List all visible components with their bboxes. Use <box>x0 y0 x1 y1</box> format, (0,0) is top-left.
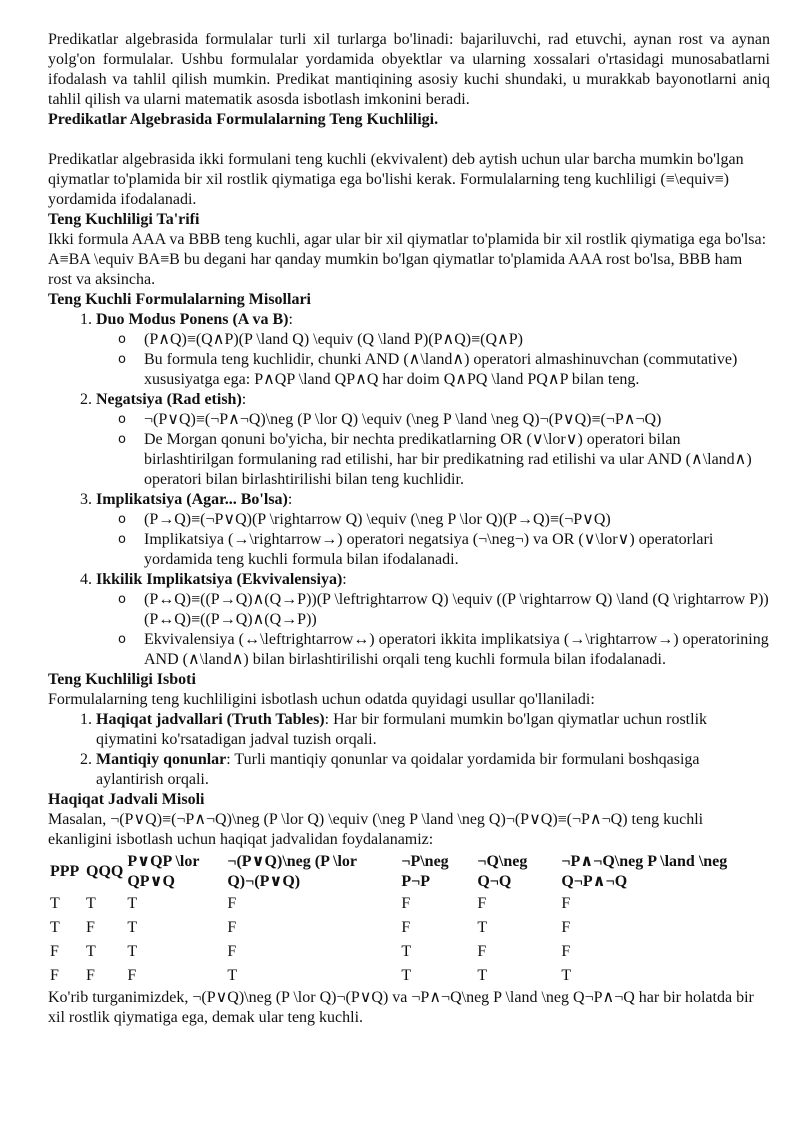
definition-paragraph: Ikki formula AAA va BBB teng kuchli, agar ular bir xil qiymatlar to'plamida bir xil rostlik qiymatiga ega bo'lsa: A≡BA \equiv BA≡B bu degani har qanday mumkin bo'lgan qiymatlar to'plamida AAA rost bo'lsa, BBB ham rost va aksincha. <box>48 231 767 288</box>
example-formula: o (P∧Q)≡(Q∧P)(P \land Q) \equiv (Q \land P)(P∧Q)≡(Q∧P) <box>144 330 770 350</box>
truth-cell: F <box>86 919 95 936</box>
proof-heading: Teng Kuchliligi Isboti <box>48 671 196 688</box>
truth-cell: F <box>50 943 59 960</box>
example-explanation: o Implikatsiya (→\rightarrow→) operatori negatsiya (¬\neg¬) va OR (∨\lor∨) operatorlari yordamida teng kuchli formula bilan ifodalanadi. <box>144 530 770 570</box>
truth-cell: F <box>477 895 487 912</box>
proof-method-title: Haqiqat jadvallari (Truth Tables) <box>96 711 325 728</box>
example-explanation: o Bu formula teng kuchlidir, chunki AND (∧\land∧) operatori almashinuvchan (commutative) xususiyatga ega: P∧QP \land QP∧Q har doim Q∧PQ \land PQ∧P bilan teng. <box>144 350 770 390</box>
truth-header-cell: ¬P\neg P¬P <box>401 853 449 890</box>
truth-cell: T <box>561 967 572 984</box>
example-item: 2. Negatsiya (Rad etish): o ¬(P∨Q)≡(¬P∧¬Q)\neg (P \lor Q) \equiv (\neg P \land \neg Q)¬(P∨Q)≡(¬P∧¬Q) o De Morgan qonuni bo'yicha, bir nechta predikatlarning OR (∨\lor∨) operatori bilan birlashtirilgan formulaning rad etilishi, har bir predikatning rad etilishi va ular AND (∧\land∧) operatori bilan birlashtirilishi bilan teng kuchlidir. <box>96 390 770 490</box>
truth-table-row <box>48 916 763 940</box>
proof-intro: Formulalarning teng kuchliligini isbotlash uchun odatda quyidagi usullar qo'llaniladi: <box>48 691 595 708</box>
example-title: Ikkilik Implikatsiya (Ekvivalensiya) <box>96 571 343 588</box>
proof-method-item <box>96 710 770 750</box>
proof-method-item <box>96 750 770 790</box>
proof-method-text: : Har bir formulani mumkin bo'lgan qiymatlar uchun rostlik qiymatini ko'rsatadigan jadval tuzish orqali. <box>96 711 708 748</box>
truth-table <box>48 852 763 988</box>
truth-cell: F <box>86 967 95 984</box>
truth-cell: T <box>401 943 412 960</box>
equivalence-paragraph: Predikatlar algebrasida ikki formulani teng kuchli (ekvivalent) deb aytish uchun ular barcha mumkin bo'lgan qiymatlar to'plamida bir xil rostlik qiymatiga ega bo'lishi kerak. Formulalarning teng kuchliligi (≡\equiv≡) yordamida ifodalanadi. <box>48 151 744 208</box>
truth-cell: T <box>86 895 96 912</box>
example-formula: o (P→Q)≡(¬P∨Q)(P \rightarrow Q) \equiv (\neg P \lor Q)(P→Q)≡(¬P∨Q) <box>144 510 770 530</box>
truth-cell: F <box>477 943 487 960</box>
truth-cell: T <box>127 919 138 936</box>
intro-paragraph: Predikatlar algebrasida formulalar turli xil turlarga bo'linadi: bajariluvchi, rad etuvchi, aynan rost va aynan yolg'on formulalar. Ushbu formulalar yordamida obyektlar va ularning xossalari o'rtasidagi munosabatlarni ifodalash va tahlil qilish mumkin. Predikat mantiqining asosiy kuchi shundaki, u murakkab bayonotlarni aniq tahlil qilish va ularni matematik asosda isbotlash imkonini beradi. <box>48 31 770 108</box>
truth-header-cell: ¬(P∨Q)\neg (P \lor Q)¬(P∨Q) <box>227 853 357 890</box>
truth-cell: T <box>401 967 412 984</box>
truth-cell: T <box>127 943 138 960</box>
truth-cell: T <box>50 919 60 936</box>
examples-heading: Teng Kuchli Formulalarning Misollari <box>48 291 311 308</box>
truth-cell: T <box>50 895 60 912</box>
truth-header-cell: ¬Q\neg Q¬Q <box>477 853 528 890</box>
conclusion-paragraph: Ko'rib turganimizdek, ¬(P∨Q)\neg (P \lor Q)¬(P∨Q) va ¬P∧¬Q\neg P \land \neg Q¬P∧¬Q har bir holatda bir xil rostlik qiymatiga ega, demak ular teng kuchli. <box>48 989 754 1026</box>
examples-list <box>48 310 770 670</box>
document-page <box>48 30 770 1028</box>
example-sublist <box>96 510 770 570</box>
example-title: Implikatsiya (Agar... Bo'lsa) <box>96 491 288 508</box>
truth-cell: T <box>227 967 238 984</box>
blank-line <box>48 130 770 150</box>
truth-cell: F <box>401 919 411 936</box>
example-sublist <box>96 590 770 670</box>
example-explanation: o Ekvivalensiya (↔\leftrightarrow↔) operatori ikkita implikatsiya (→\rightarrow→) operatorining AND (∧\land∧) bilan birlashtirilishi orqali teng kuchli formula bilan ifodalanadi. <box>144 630 770 670</box>
example-sublist <box>96 330 770 390</box>
truth-cell: F <box>227 943 237 960</box>
example-formula: o (P↔Q)≡((P→Q)∧(Q→P))(P \leftrightarrow Q) \equiv ((P \rightarrow Q) \land (Q \rightarrow P))(P↔Q)≡((P→Q)∧(Q→P)) <box>144 590 770 630</box>
proof-methods-list <box>48 710 770 790</box>
truth-table-header-row <box>48 852 763 892</box>
truth-header-cell: ¬P∧¬Q\neg P \land \neg Q¬P∧¬Q <box>561 853 728 890</box>
truth-cell: T <box>86 943 96 960</box>
section-title: Predikatlar Algebrasida Formulalarning Teng Kuchliligi. <box>48 111 439 128</box>
truth-header-cell: QQQ <box>86 863 124 880</box>
truth-heading: Haqiqat Jadvali Misoli <box>48 791 205 808</box>
truth-cell: F <box>561 943 571 960</box>
truth-cell: T <box>477 919 488 936</box>
truth-cell: F <box>561 919 571 936</box>
truth-intro: Masalan, ¬(P∨Q)≡(¬P∧¬Q)\neg (P \lor Q) \equiv (\neg P \land \neg Q)¬(P∨Q)≡(¬P∧¬Q) teng kuchli ekanligini isbotlash uchun haqiqat jadvalidan foydalanamiz: <box>48 811 704 848</box>
truth-cell: F <box>561 895 571 912</box>
proof-method-text: : Turli mantiqiy qonunlar va qoidalar yordamida bir formulani boshqasiga aylantirish orqali. <box>96 751 700 788</box>
example-sublist <box>96 410 770 490</box>
example-explanation: o De Morgan qonuni bo'yicha, bir nechta predikatlarning OR (∨\lor∨) operatori bilan birlashtirilgan formulaning rad etilishi, har bir predikatning rad etilishi va ular AND (∧\land∧) operatori bilan birlashtirilishi bilan teng kuchlidir. <box>144 430 770 490</box>
example-item: 4. Ikkilik Implikatsiya (Ekvivalensiya): o (P↔Q)≡((P→Q)∧(Q→P))(P \leftrightarrow Q) \equiv ((P \rightarrow Q) \land (Q \rightarrow P))(P↔Q)≡((P→Q)∧(Q→P)) o Ekvivalensiya (↔\leftrightarrow↔) operatori ikkita implikatsiya (→\rightarrow→) operatorining AND (∧\land∧) bilan birlashtirilishi orqali teng kuchli formula bilan ifodalanadi. <box>96 570 770 670</box>
example-title: Duo Modus Ponens (A va B) <box>96 311 289 328</box>
truth-table-row <box>48 964 763 988</box>
definition-heading: Teng Kuchliligi Ta'rifi <box>48 211 200 228</box>
truth-cell: F <box>227 895 237 912</box>
example-item: 1. Duo Modus Ponens (A va B): o (P∧Q)≡(Q∧P)(P \land Q) \equiv (Q \land P)(P∧Q)≡(Q∧P) o Bu formula teng kuchlidir, chunki AND (∧\land∧) operatori almashinuvchan (commutative) xususiyatga ega: P∧QP \land QP∧Q har doim Q∧PQ \land PQ∧P bilan teng. <box>96 310 770 390</box>
truth-cell: T <box>127 895 138 912</box>
truth-cell: T <box>477 967 488 984</box>
truth-header-cell: PPP <box>50 863 80 880</box>
truth-table-row <box>48 892 763 916</box>
example-formula: o ¬(P∨Q)≡(¬P∧¬Q)\neg (P \lor Q) \equiv (\neg P \land \neg Q)¬(P∨Q)≡(¬P∧¬Q) <box>144 410 770 430</box>
truth-cell: F <box>401 895 411 912</box>
truth-cell: F <box>50 967 59 984</box>
example-item: 3. Implikatsiya (Agar... Bo'lsa): o (P→Q)≡(¬P∨Q)(P \rightarrow Q) \equiv (\neg P \lor Q)(P→Q)≡(¬P∨Q) o Implikatsiya (→\rightarrow→) operatori negatsiya (¬\neg¬) va OR (∨\lor∨) operatorlari yordamida teng kuchli formula bilan ifodalanadi. <box>96 490 770 570</box>
example-title: Negatsiya (Rad etish) <box>96 391 242 408</box>
truth-table-row <box>48 940 763 964</box>
truth-header-cell: P∨QP \lor QP∨Q <box>127 853 200 890</box>
truth-cell: F <box>127 967 137 984</box>
proof-method-title: Mantiqiy qonunlar <box>96 751 227 768</box>
truth-cell: F <box>227 919 237 936</box>
